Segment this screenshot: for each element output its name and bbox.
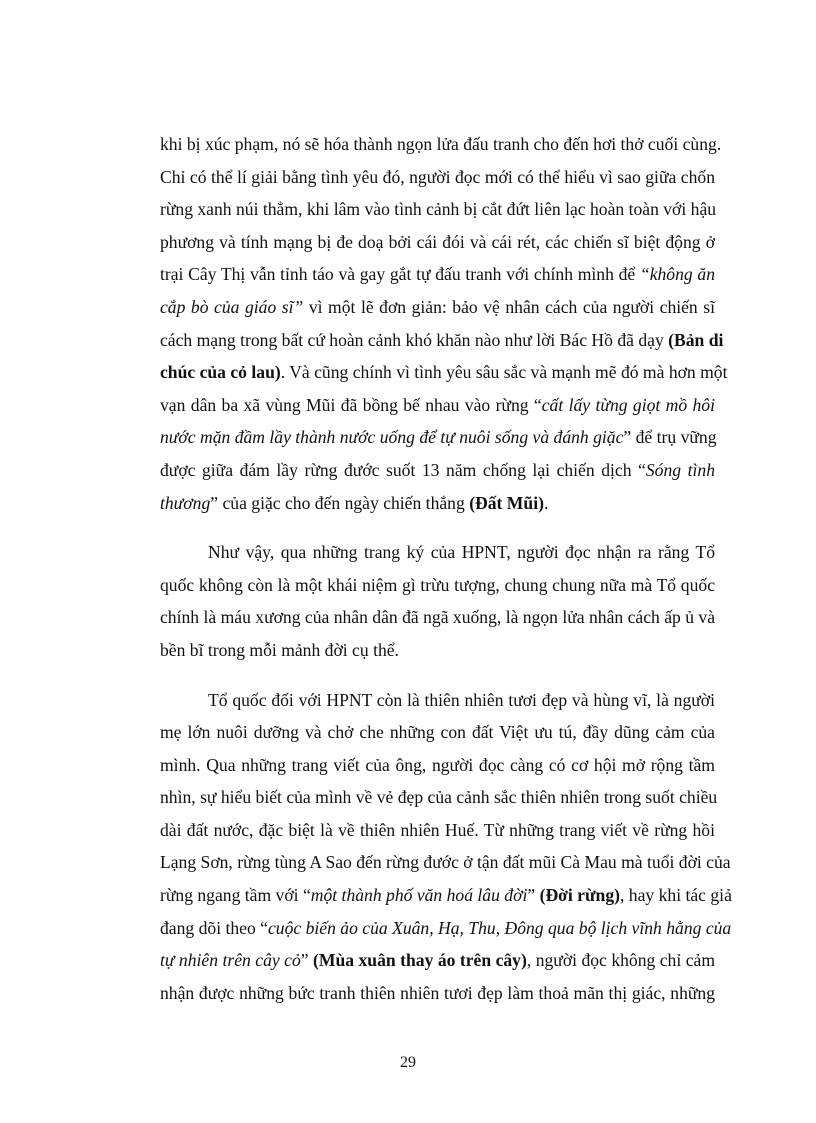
quote-italic: cắp bò của giáo sĩ” xyxy=(160,296,304,317)
text-line: Chỉ có thể lí giải bằng tình yêu đó, người đọc mới có thể hiểu vì sao giữa chốn xyxy=(160,166,715,187)
work-title-bold: chúc của cỏ lau) xyxy=(160,362,281,383)
paragraph-gap xyxy=(160,667,715,684)
text-line: nhìn, sự hiểu biết của mình về vẻ đẹp của cảnh sắc thiên nhiên trong suốt chiều xyxy=(160,787,718,808)
text-line: nước mặn đầm lầy thành nước uống để tự nuôi sống và đánh giặc” để trụ vững xyxy=(160,427,717,448)
paragraph-gap xyxy=(160,519,715,536)
text-line: khi bị xúc phạm, nó sẽ hóa thành ngọn lửa đấu tranh cho đến hơi thở cuối cùng. xyxy=(160,134,722,154)
work-title-bold: (Bản di xyxy=(668,329,724,350)
text-line: đang dõi theo “cuộc biến ảo của Xuân, Hạ, Thu, Đông qua bộ lịch vĩnh hằng của xyxy=(160,917,732,938)
document-body xyxy=(160,128,732,1009)
paragraph-1 xyxy=(160,128,728,519)
text-line: thương” của giặc cho đến ngày chiến thắng (Đất Mũi). xyxy=(160,492,549,513)
text-line: cắp bò của giáo sĩ” vì một lẽ đơn giản: bảo vệ nhân cách của người chiến sĩ xyxy=(160,296,715,317)
quote-italic: thương xyxy=(160,492,211,513)
quote-italic: Sóng tình xyxy=(645,459,715,480)
page-number: 29 xyxy=(400,1054,416,1071)
text-line: Tổ quốc đối với HPNT còn là thiên nhiên tươi đẹp và hùng vĩ, là người xyxy=(208,689,715,710)
text-line: cách mạng trong bất cứ hoàn cảnh khó khăn nào như lời Bác Hồ đã dạy (Bản di xyxy=(160,329,724,350)
quote-italic: tự nhiên trên cây cỏ xyxy=(160,950,301,971)
text-line: rừng xanh núi thẳm, khi lâm vào tình cảnh bị cắt đứt liên lạc hoàn toàn với hậu xyxy=(160,199,717,220)
work-title-bold: (Đất Mũi) xyxy=(469,492,544,513)
text-line: nhận được những bức tranh thiên nhiên tươi đẹp làm thoả mãn thị giác, những xyxy=(160,982,715,1003)
text-line: chúc của cỏ lau). Và cũng chính vì tình yêu sâu sắc và mạnh mẽ đó mà hơn một xyxy=(160,362,728,383)
text-line: Như vậy, qua những trang ký của HPNT, người đọc nhận ra rằng Tổ xyxy=(208,542,715,563)
text-line: dài đất nước, đặc biệt là về thiên nhiên Huế. Từ những trang viết về rừng hồi xyxy=(160,819,715,840)
quote-italic: nước mặn đầm lầy thành nước uống để tự nuôi sống và đánh giặc xyxy=(160,427,624,448)
work-title-bold: (Đời rừng) xyxy=(539,885,620,906)
text-line: mẹ lớn nuôi dưỡng và chở che những con đất Việt ưu tú, đầy dũng cảm của xyxy=(160,722,715,743)
paragraph-2 xyxy=(160,536,715,666)
work-title-bold: (Mùa xuân thay áo trên cây) xyxy=(313,950,527,971)
text-line: Lạng Sơn, rừng tùng A Sao đến rừng đước ở tận đất mũi Cà Mau mà tuổi đời của xyxy=(160,852,731,873)
text-line: được giữa đám lầy rừng đước suốt 13 năm chống lại chiến dịch “Sóng tình xyxy=(160,459,715,480)
text-line: chính là máu xương của nhân dân đã ngã xuống, là ngọn lửa nhân cách ấp ủ và xyxy=(160,607,716,628)
text-line: mình. Qua những trang viết của ông, người đọc càng có cơ hội mở rộng tầm xyxy=(160,754,715,775)
text-line: vạn dân ba xã vùng Mũi đã bồng bế nhau vào rừng “cất lấy từng giọt mồ hôi xyxy=(160,394,715,415)
quote-italic: “không ăn xyxy=(639,264,715,285)
text-line: rừng ngang tầm với “một thành phố văn hoá lâu đời” (Đời rừng), hay khi tác giả xyxy=(160,885,732,906)
text-line: quốc không còn là một khái niệm gì trừu tượng, chung chung nữa mà Tổ quốc xyxy=(160,574,715,595)
text-line: phương và tính mạng bị đe doạ bởi cái đói và cái rét, các chiến sĩ biệt động ở xyxy=(160,231,715,252)
text-line: bền bĩ trong mỗi mảnh đời cụ thể. xyxy=(160,639,399,660)
paragraph-3 xyxy=(160,684,732,1010)
text-line: trại Cây Thị vẫn tỉnh táo và gay gắt tự đấu tranh với chính mình để “không ăn xyxy=(160,264,715,285)
quote-italic: cất lấy từng giọt mồ hôi xyxy=(541,394,715,415)
quote-italic: cuộc biến ảo của Xuân, Hạ, Thu, Đông qua bộ lịch vĩnh hằng của xyxy=(267,917,732,938)
quote-italic: một thành phố văn hoá lâu đời xyxy=(310,885,528,906)
text-line: tự nhiên trên cây cỏ” (Mùa xuân thay áo trên cây), người đọc không chỉ cảm xyxy=(160,950,715,971)
